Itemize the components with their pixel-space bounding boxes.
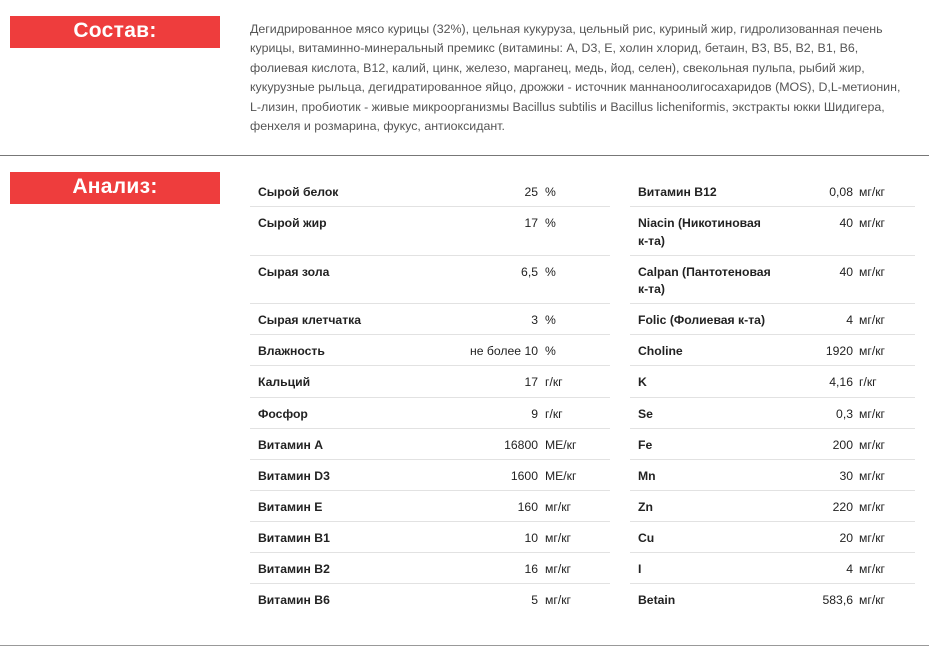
section-divider [0, 155, 929, 156]
nutrient-unit: мг/кг [859, 593, 885, 608]
nutrient-name: Витамин A [258, 437, 324, 452]
nutrient-name: Витамин B1 [258, 531, 330, 546]
table-row [630, 366, 915, 397]
nutrient-unit: мг/кг [859, 468, 885, 483]
nutrient-unit: мг/кг [859, 531, 885, 546]
table-row [250, 256, 610, 305]
table-row [630, 553, 915, 584]
nutrient-name: Betain [638, 593, 676, 608]
nutrient-name: I [638, 562, 642, 577]
nutrient-name: Кальций [258, 375, 311, 390]
nutrient-value: 9 [531, 406, 538, 421]
table-row [250, 398, 610, 429]
nutrient-name: Витамин B2 [258, 562, 330, 577]
nutrient-unit: мг/кг [859, 437, 885, 452]
nutrient-name: Mn [638, 468, 656, 483]
nutrient-value: не более 10 [470, 344, 538, 359]
nutrient-value: 30 [839, 468, 853, 483]
nutrient-unit: мг/кг [545, 531, 571, 546]
nutrient-name: Folic (Фолиевая к-та) [638, 313, 766, 328]
table-row [630, 335, 915, 366]
nutrient-unit: мг/кг [859, 344, 885, 359]
nutrient-name: Витамин E [258, 499, 323, 514]
table-row [630, 491, 915, 522]
nutrient-name: Сырой жир [258, 216, 327, 231]
nutrient-value: 16 [524, 562, 538, 577]
nutrient-name: Cu [638, 531, 655, 546]
table-row [630, 207, 915, 256]
nutrient-name: Calpan (Пантотеновая к-та) [638, 264, 771, 297]
nutrient-value: 20 [839, 531, 853, 546]
analysis-table-right [630, 176, 915, 616]
nutrient-unit: мг/кг [545, 562, 571, 577]
nutrient-value: 17 [524, 375, 538, 390]
table-row [630, 256, 915, 305]
nutrient-name: K [638, 375, 647, 390]
table-row [250, 460, 610, 491]
nutrient-value: 200 [832, 437, 853, 452]
nutrient-value: 17 [524, 216, 538, 231]
nutrient-value: 583,6 [822, 593, 853, 608]
nutrient-name: Витамин B12 [638, 185, 717, 199]
nutrient-name: Сырой белок [258, 185, 339, 199]
analysis-title: Анализ: [10, 172, 220, 204]
nutrient-unit: мг/кг [859, 499, 885, 514]
nutrient-unit: % [545, 216, 556, 231]
nutrient-name: Влажность [258, 344, 325, 359]
nutrient-unit: мг/кг [859, 264, 885, 279]
table-row [630, 304, 915, 335]
nutrient-name: Сырая зола [258, 264, 330, 279]
nutrient-value: 1600 [510, 468, 538, 483]
table-row [250, 491, 610, 522]
nutrient-value: 40 [839, 216, 853, 231]
nutrient-name: Фосфор [258, 406, 308, 421]
nutrient-unit: мг/кг [859, 406, 885, 421]
bottom-divider [0, 645, 929, 646]
nutrient-unit: % [545, 344, 556, 359]
table-row [250, 584, 610, 615]
nutrient-unit: МЕ/кг [545, 437, 577, 452]
nutrient-value: 10 [524, 531, 538, 546]
table-row [250, 522, 610, 553]
table-row [250, 176, 610, 207]
nutrient-value: 25 [524, 185, 538, 199]
nutrient-name: Niacin (Никотиновая к-та) [638, 216, 761, 248]
nutrient-name: Сырая клетчатка [258, 313, 362, 328]
nutrient-unit: мг/кг [859, 185, 885, 199]
nutrient-value: 16800 [504, 437, 538, 452]
table-row [250, 553, 610, 584]
nutrient-value: 220 [832, 499, 853, 514]
nutrient-value: 5 [531, 593, 538, 608]
nutrient-unit: % [545, 313, 556, 328]
nutrient-value: 1920 [825, 344, 853, 359]
nutrient-value: 0,3 [836, 406, 853, 421]
analysis-table-left [250, 176, 610, 616]
composition-text: Дегидрированное мясо курицы (32%), цельная кукуруза, цельный рис, куриный жир, гидролизованная печень курицы, витаминно-минеральный премикс (витамины: А, D3, Е, холин хлорид, бетаин, В3, В5, В2, В1, В6, фолиевая кислота, В12, калий, цинк, железо, марганец, медь, йод, селен), свекольная пульпа, рыбий жир, кукурузные рыльца, дегидратированное яйцо, дрожжи - источник маннаноолигосахаридов (MOS), D,L-метионин, L-лизин, пробиотик - живые микроорганизмы Bacillus subtilis и Bacillus licheniformis, экстракты юкки Шидигера, фенхеля и розмарина, фукус, антиоксидант. [250, 22, 901, 134]
nutrient-name: Fe [638, 437, 653, 452]
table-row [630, 398, 915, 429]
table-row [250, 429, 610, 460]
nutrient-unit: мг/кг [545, 593, 571, 608]
table-row [630, 176, 915, 207]
nutrient-unit: г/кг [545, 375, 563, 390]
nutrient-unit: мг/кг [859, 313, 885, 328]
nutrient-name: Se [638, 406, 653, 421]
table-row [630, 584, 915, 615]
table-row [630, 522, 915, 553]
nutrient-unit: мг/кг [545, 499, 571, 514]
table-row [630, 429, 915, 460]
composition-title: Состав: [10, 16, 220, 48]
nutrient-unit: % [545, 264, 556, 279]
nutrient-value: 3 [531, 313, 538, 328]
nutrient-unit: мг/кг [859, 562, 885, 577]
table-row [630, 460, 915, 491]
nutrient-name: Choline [638, 344, 683, 359]
nutrient-name: Витамин B6 [258, 593, 330, 608]
nutrient-value: 6,5 [521, 264, 538, 279]
nutrient-unit: г/кг [545, 406, 563, 421]
nutrient-name: Витамин D3 [258, 468, 330, 483]
nutrient-value: 4 [846, 313, 853, 328]
nutrient-value: 160 [517, 499, 538, 514]
nutrient-value: 4 [846, 562, 853, 577]
nutrient-unit: г/кг [859, 375, 877, 390]
nutrient-value: 4,16 [829, 375, 853, 390]
nutrient-value: 40 [839, 264, 853, 279]
nutrient-unit: мг/кг [859, 216, 885, 231]
nutrient-value: 0,08 [829, 185, 853, 199]
table-row [250, 335, 610, 366]
table-row [250, 207, 610, 256]
nutrient-name: Zn [638, 499, 653, 514]
nutrient-unit: % [545, 185, 556, 199]
table-row [250, 366, 610, 397]
nutrient-unit: МЕ/кг [545, 468, 577, 483]
table-row [250, 304, 610, 335]
